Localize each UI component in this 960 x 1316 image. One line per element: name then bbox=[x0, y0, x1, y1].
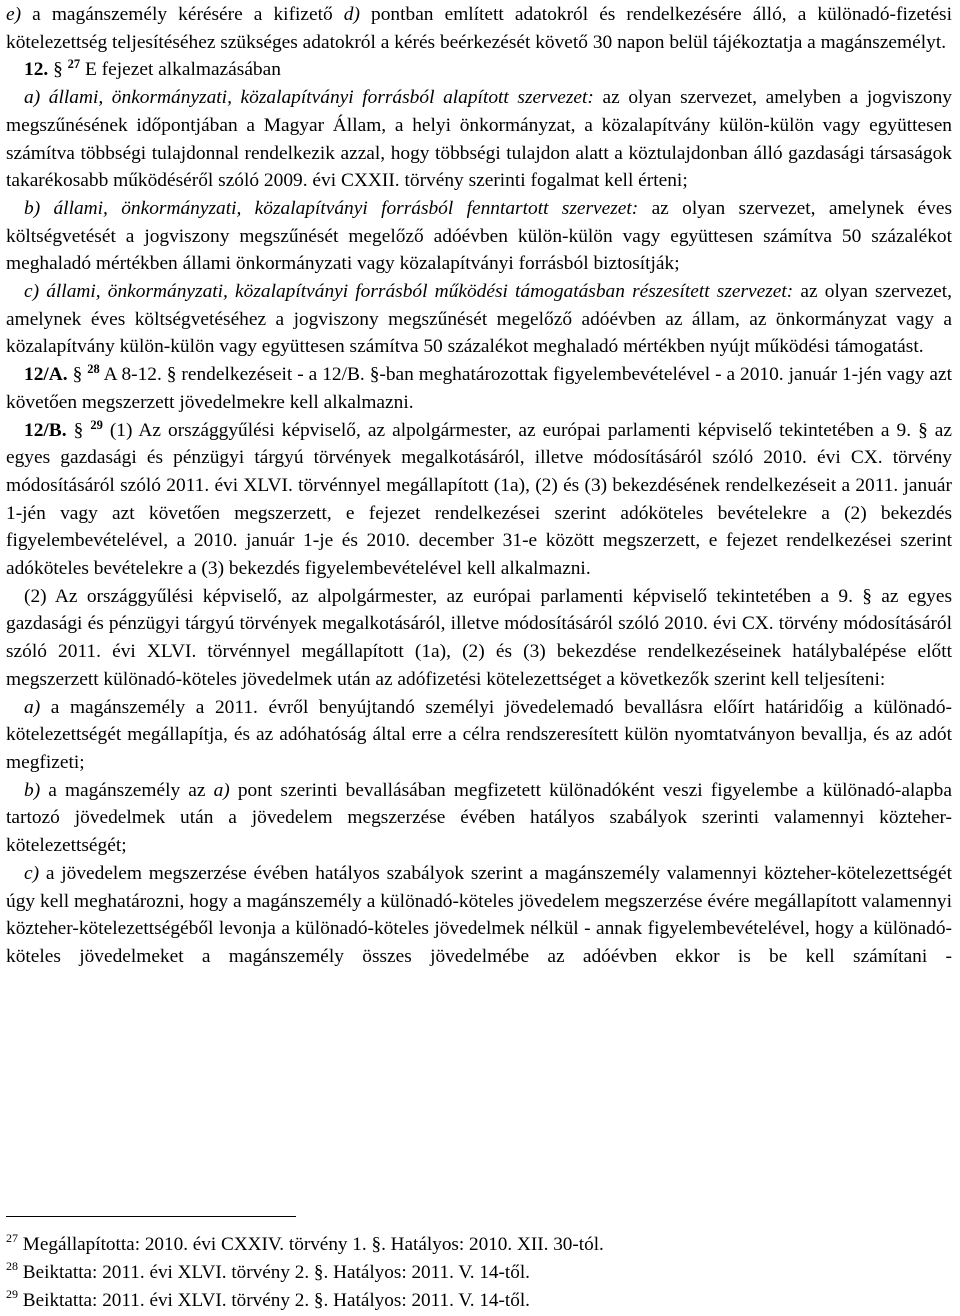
text-segment: az olyan szervezet, amelynek éves költségvetését a jogviszony megszűnését megelőző adóévben külön-külön vagy együttesen számítva 50 százalékot meghaladó mértékben állami önkormányzati vagy közalapítványi forrásból biztosítják; bbox=[6, 197, 952, 275]
paragraph-p6 bbox=[6, 361, 952, 416]
paragraph-p9 bbox=[6, 694, 952, 777]
document-body bbox=[6, 0, 952, 971]
text-segment: a) bbox=[24, 696, 41, 718]
text-segment: A 8-12. § rendelkezéseit - a 12/B. §-ban meghatározottak figyelembevételével - a 2010. január 1-jén vagy azt követően megszerzett jövedelmekre kell alkalmazni. bbox=[6, 364, 952, 413]
footnote-29 bbox=[6, 1287, 952, 1315]
text-segment: (1) Az országgyűlési képviselő, az alpolgármester, az európai parlamenti képviselő tekintetében a 9. § az egyes gazdasági és pénzügyi tárgyú törvények megalkotásáról, illetve módosításáról szóló 2010. évi CX. törvény módosításáról szóló 2011. évi XLVI. törvénnyel megállapított (1a), (2) és (3) bekezdésének rendelkezéseit a 2011. január 1-jén vagy azt követően megszerzett, e fejezet rendelkezései szerint adóköteles bevételekre a (2) bekezdés figyelembevételével, a 2010. január 1-je és 2010. december 31-e között megszerzett, e fejezet rendelkezései szerint adóköteles bevételekre a (3) bekezdés figyelembevételével kell alkalmazni. bbox=[6, 419, 953, 580]
text-segment: § bbox=[66, 419, 91, 441]
footnote-list bbox=[6, 1231, 952, 1315]
footnote-ref[interactable]: 28 bbox=[87, 362, 100, 377]
text-segment: § bbox=[48, 59, 68, 81]
text-segment: § bbox=[67, 364, 88, 386]
paragraph-p1 bbox=[6, 1, 952, 56]
footnote-text: Beiktatta: 2011. évi XLVI. törvény 2. §. Hatályos: 2011. V. 14-től. bbox=[22, 1262, 530, 1283]
footnote-separator bbox=[6, 1216, 296, 1217]
text-segment: (2) Az országgyűlési képviselő, az alpolgármester, az európai parlamenti képviselő tekintetében a 9. § az egyes gazdasági és pénzügyi tárgyú törvények megalkotásáról, illetve módosításáról szóló 2010. évi CX. törvény módosításáról szóló 2011. évi XLVI. törvénnyel megállapított (1a), (2) és (3) bekezdése rendelkezéseinek hatálybalépése előtt megszerzett különadó-köteles jövedelmek után az adófizetési kötelezettséget a következők szerint kell teljesíteni: bbox=[6, 585, 952, 690]
footnote-ref[interactable]: 29 bbox=[90, 417, 103, 432]
text-segment: e) bbox=[6, 4, 22, 25]
text-segment: b) bbox=[24, 779, 41, 801]
paragraph-p3 bbox=[6, 84, 952, 195]
paragraph-p7 bbox=[6, 417, 952, 583]
footnote-text: Beiktatta: 2011. évi XLVI. törvény 2. §. Hatályos: 2011. V. 14-től. bbox=[22, 1290, 530, 1311]
text-segment: a magánszemély kérésére a kifizető bbox=[21, 4, 344, 25]
text-segment: c) bbox=[24, 862, 40, 884]
footnote-27 bbox=[6, 1231, 952, 1259]
text-segment: d) bbox=[343, 4, 360, 25]
footnote-number: 28 bbox=[6, 1259, 18, 1273]
text-segment: c) állami, önkormányzati, közalapítványi forrásból működési támogatásban részesített szervezet: bbox=[24, 281, 794, 303]
paragraph-p2 bbox=[6, 56, 952, 84]
text-segment: a) bbox=[213, 779, 230, 801]
text-segment: E fejezet alkalmazásában bbox=[80, 59, 281, 81]
footnote-28 bbox=[6, 1259, 952, 1287]
footnote-ref[interactable]: 27 bbox=[67, 57, 81, 72]
text-segment: 12/A. bbox=[24, 364, 68, 386]
paragraph-p11 bbox=[6, 860, 952, 971]
footnote-number: 27 bbox=[6, 1231, 18, 1245]
footnote-number: 29 bbox=[6, 1287, 18, 1301]
paragraph-p8 bbox=[6, 583, 952, 694]
text-segment: 12. bbox=[24, 59, 49, 81]
text-segment: 12/B. bbox=[24, 419, 67, 441]
text-segment: b) állami, önkormányzati, közalapítványi forrásból fenntartott szervezet: bbox=[24, 197, 639, 219]
text-segment: az olyan szervezet, amelynek éves költségvetéséhez a jogviszony megszűnését megelőző adóévben az állam, az önkormányzat vagy a közalapítvány külön-külön vagy együttesen számítva 50 százalékot meghaladó mértékben nyújt működési támogatást. bbox=[6, 281, 953, 358]
footnotes-section bbox=[6, 1216, 952, 1315]
text-segment: a jövedelem megszerzése évében hatályos szabályok szerint a magánszemély valamennyi közteher-kötelezettségét úgy kell meghatározni, hogy a magánszemély a különadó-köteles jövedelem megszerzése évére megállapított valamennyi közteher-kötelezettségéből levonja a különadó-köteles jövedelmek nélkül - annak figyelembevételével, hogy a különadó-köteles jövedelmeket a magánszemély összes jövedelmébe az adóévben ekkor is be kell számítani - bbox=[6, 862, 952, 967]
paragraph-p10 bbox=[6, 777, 952, 860]
text-segment: a magánszemély az bbox=[40, 779, 214, 801]
text-segment: a magánszemély a 2011. évről benyújtandó személyi jövedelemadó bevallásra előírt határidőig a különadó-kötelezettségét megállapítja, és az adóhatóság által erre a célra rendszeresített külön nyomtatványon bevallja, és az adót megfizeti; bbox=[6, 696, 952, 773]
text-segment: a) állami, önkormányzati, közalapítványi forrásból alapított szervezet: bbox=[24, 87, 594, 109]
paragraph-p4 bbox=[6, 195, 952, 278]
text-segment: pont szerinti bevallásában megfizetett különadóként veszi figyelembe a különadó-alapba tartozó jövedelmek után a jövedelem megszerzése évében hatályos szabályok szerinti valamennyi közteher-kötelezettségét; bbox=[6, 779, 952, 857]
paragraph-p5 bbox=[6, 278, 952, 361]
text-segment: az olyan szervezet, amelyben a jogviszony megszűnésének időpontjában a Magyar Állam, a helyi önkormányzat, a közalapítvány külön-külön vagy együttesen számítva többségi tulajdonnal rendelkezik azzal, hogy többségi tulajdon alatt a köztulajdonban álló gazdasági társaságok takarékosabb működéséről szóló 2009. évi CXXII. törvény szerinti fogalmat kell érteni; bbox=[6, 87, 952, 192]
footnote-text: Megállapította: 2010. évi CXXIV. törvény 1. §. Hatályos: 2010. XII. 30-tól. bbox=[22, 1234, 604, 1255]
text-segment: pontban említett adatokról és rendelkezésére álló, a különadó-fizetési kötelezettség teljesítéséhez szükséges adatokról a kérés beérkezését követő 30 napon belül tájékoztatja a magánszemélyt. bbox=[6, 4, 952, 53]
